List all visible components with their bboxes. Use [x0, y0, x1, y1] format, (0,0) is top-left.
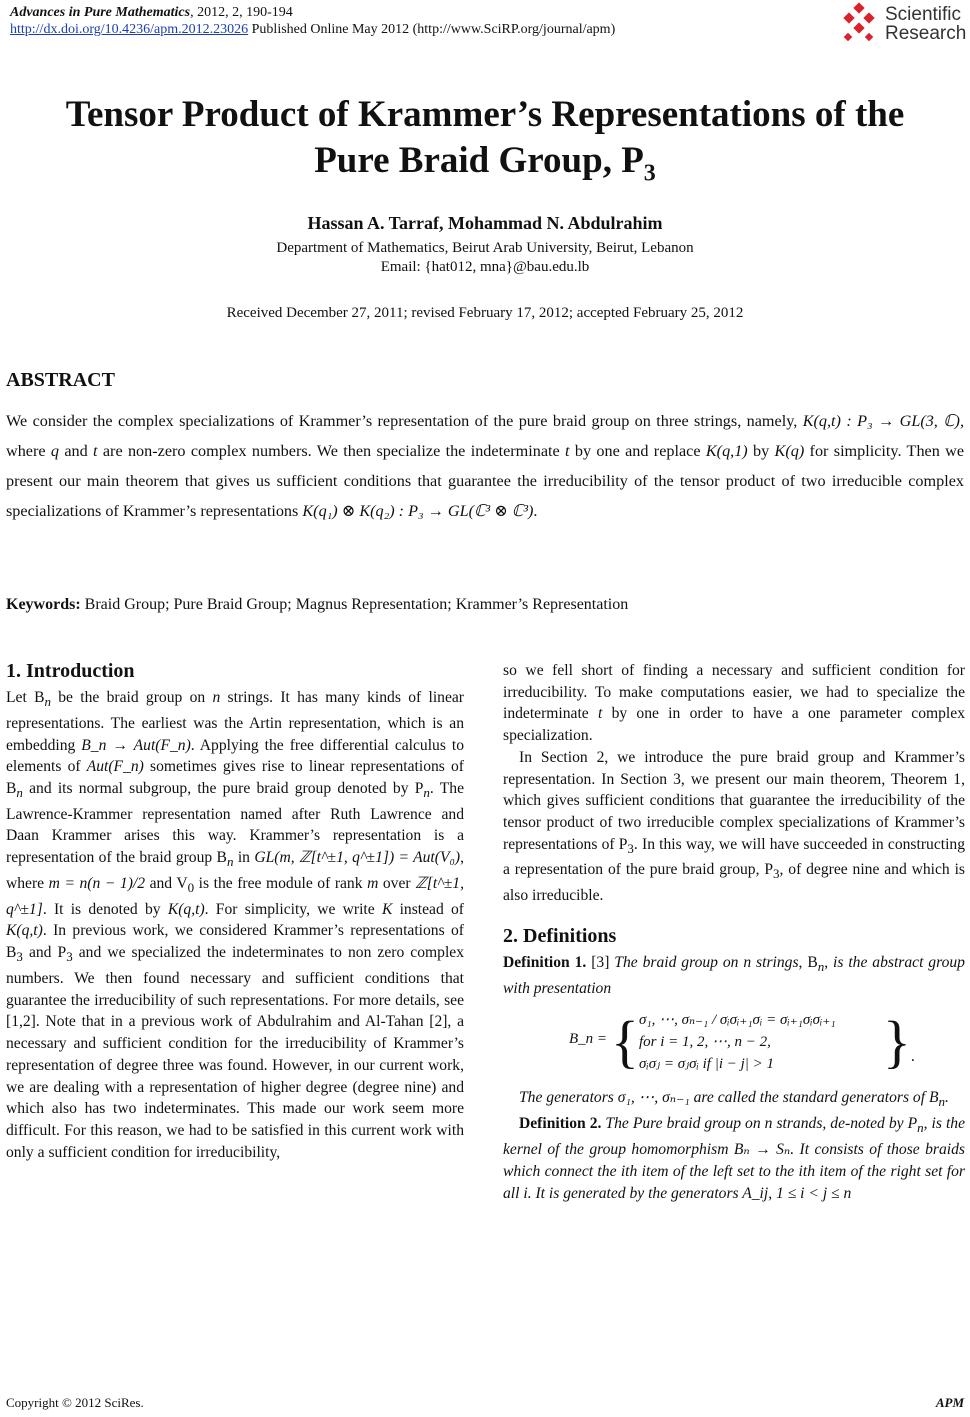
- abstract-text: for simplicity. Then we present our main theorem that gives us sufficient conditions that guarantee the irreducibility of the tensor product of two irreducible complex specializations of Krammer’s representations: [6, 442, 965, 520]
- formula-artin: B_n → Aut(F_n): [81, 736, 191, 754]
- logo-text-1: Scientific: [885, 4, 962, 25]
- logo-mark-icon: [839, 2, 881, 46]
- journal-name: Advances in Pure Mathematics: [10, 5, 191, 20]
- scirp-logo: [839, 2, 967, 48]
- intro-paragraph: Let $B_n$ be the braid group on n strings. It has many kinds of linear representations. The earliest was the Artin representation, which is an embedding B_n → Aut(F_n). Applying the free differential calculus to elements of Aut(F_n) sometimes gives rise to linear representations of $B_n$ and its normal subgroup, the pure braid group denoted by $P_n$. The Lawrence-Krammer representation named after Ruth Lawrence and Daan Krammer arises this way. Krammer’s representation is a representation of the braid group $B_n$ in GL(m, ℤ[t^±1, q^±1]) = Aut(V₀), where m = n(n − 1)/2 and $V_0$ is the free module of rank m over ℤ[t^±1, q^±1]. It is denoted by K(q,t). For simplicity, we write K instead of K(q,t). In previous work, we considered Krammer’s representations of $B_3$ and $P_3$ and we specialized the indeterminates to non zero complex numbers. We then found necessary and sufficient conditions that guarantee the irreducibility of such representations. For more details, see [1,2]. Note that in a previous work of Abdulrahim and Al-Tahan [2], a necessary and sufficient condition for the irreducibility of Krammer’s representation of degree three was found. However, in our current work, we are dealing with a representation of higher degree (degree nine) and which also has two indeterminates. This made our work seem more difficult. For this reason, we had to be satisfied in this current work with only a sufficient condition for irreducibility,: [6, 689, 465, 1161]
- keywords: [6, 596, 628, 614]
- title-line-1: Tensor Product of Krammer’s Representations of the: [65, 94, 905, 135]
- formula-gl: GL(m, ℤ[t^±1, q^±1]) = Aut(V₀): [254, 849, 461, 867]
- intro-paragraph-continued: so we fell short of finding a necessary and sufficient condition for irreducibility. To make computations easier, we had to specialize the indeterminate t by one in order to have a one parameter complex specialization.: [503, 662, 965, 745]
- abstract-body: [6, 406, 964, 526]
- formula-kqt: K(q,t): [167, 900, 205, 918]
- affiliation: Department of Mathematics, Beirut Arab University, Beirut, Lebanon: [276, 240, 694, 256]
- footer-journal: APM: [935, 1395, 964, 1410]
- abstract-text: where: [6, 442, 51, 460]
- abstract-text: and: [58, 442, 94, 460]
- abstract-formula-2: K(q,1): [705, 442, 748, 460]
- presentation-line-3: σᵢσⱼ = σⱼσᵢ if |i − j| > 1: [639, 1056, 775, 1073]
- authors: Hassan A. Tarraf, Mohammad N. Abdulrahim: [307, 213, 663, 233]
- formula-aut-fn: Aut(F_n): [86, 758, 144, 776]
- logo-text-2: Research: [885, 23, 967, 44]
- abstract-text: by: [747, 442, 775, 460]
- definition-1: Definition 1. [3] The braid group on n strings, $B_n$, is the abstract group with presentation: [503, 953, 965, 997]
- abstract-heading: ABSTRACT: [6, 369, 115, 391]
- running-header: [10, 4, 615, 38]
- braid-group-presentation: [565, 1007, 965, 1077]
- abstract-text: are non-zero complex numbers. We then specialize the indeterminate: [97, 442, 566, 460]
- right-column: [503, 660, 965, 1204]
- keywords-list: Braid Group; Pure Braid Group; Magnus Representation; Krammer’s Representation: [80, 596, 629, 613]
- left-column: [6, 660, 464, 1163]
- abstract-formula-4: K(q₁) ⊗ K(q₂) : P₃ → GL(ℂ³ ⊗ ℂ³): [302, 502, 534, 520]
- footer-copyright: Copyright © 2012 SciRes.: [6, 1395, 144, 1410]
- abstract-text: We consider the complex specializations of Krammer’s representation of the pure braid group on three strings, namely,: [6, 412, 798, 430]
- left-brace: {: [611, 1009, 639, 1075]
- section-heading-definitions: 2. Definitions: [503, 924, 617, 947]
- received-dates: Received December 27, 2011; revised February 17, 2012; accepted February 25, 2012: [226, 305, 744, 321]
- journal-citation: , 2012, 2, 190-194: [190, 5, 293, 20]
- abstract-text: .: [533, 502, 538, 520]
- abstract-var: q: [50, 442, 59, 460]
- abstract-var: t: [93, 442, 98, 460]
- doi-link[interactable]: http://dx.doi.org/10.4236/apm.2012.23026: [10, 22, 249, 37]
- abstract-var: t: [565, 442, 570, 460]
- formula-rank: m = n(n − 1)/2: [48, 874, 146, 892]
- author-email: Email: {hat012, mna}@bau.edu.lb: [380, 259, 590, 275]
- abstract-text: by one and replace: [569, 442, 706, 460]
- definition-2: Definition 2. The Pure braid group on n strands, de-noted by $P_n$, is the kernel of the group homomorphism Bₙ → Sₙ. It consists of those braids which connect the ith item of the left set to the ith item of the right set for all i. It is generated by the generators A_ij, 1 ≤ i < j ≤ n: [503, 1115, 965, 1202]
- keywords-label: Keywords:: [6, 596, 81, 613]
- intro-paragraph-outline: In Section 2, we introduce the pure braid group and Krammer’s representation. In Section 3, we present our main theorem, Theorem 1, which gives sufficient conditions that guarantee the irreducibility of the tensor product of two irreducible complex specializations of Krammer’s representations of $P_3$. In this way, we will have succeeded in constructing a representation of the pure braid group, $P_3$, of degree nine and which is also irreducible.: [503, 748, 965, 905]
- paper-title: [0, 92, 970, 196]
- standard-generators-note: The generators σ₁, ⋯, σₙ₋₁ are called the standard generators of $B_n$.: [519, 1089, 949, 1110]
- presentation-line-2: for i = 1, 2, ⋯, n − 2,: [639, 1034, 771, 1051]
- title-line-2: Pure Braid Group, P: [314, 140, 644, 181]
- formula-ring: ℤ[t^±1, q^±1]: [6, 874, 464, 918]
- right-brace: }.: [883, 1009, 915, 1075]
- section-heading-introduction: 1. Introduction: [6, 660, 135, 682]
- abstract-formula-3: K(q): [774, 442, 805, 460]
- presentation-lhs: B_n =: [569, 1031, 608, 1048]
- abstract-formula-1: K(q,t) : P₃ → GL(3, ℂ),: [802, 412, 964, 430]
- published-note: Published Online May 2012 (http://www.SciRP.org/journal/apm): [248, 22, 616, 37]
- presentation-line-1: σ₁, ⋯, σₙ₋₁ / σᵢσᵢ₊₁σᵢ = σᵢ₊₁σᵢσᵢ₊₁: [639, 1012, 836, 1029]
- title-subscript: 3: [643, 160, 656, 187]
